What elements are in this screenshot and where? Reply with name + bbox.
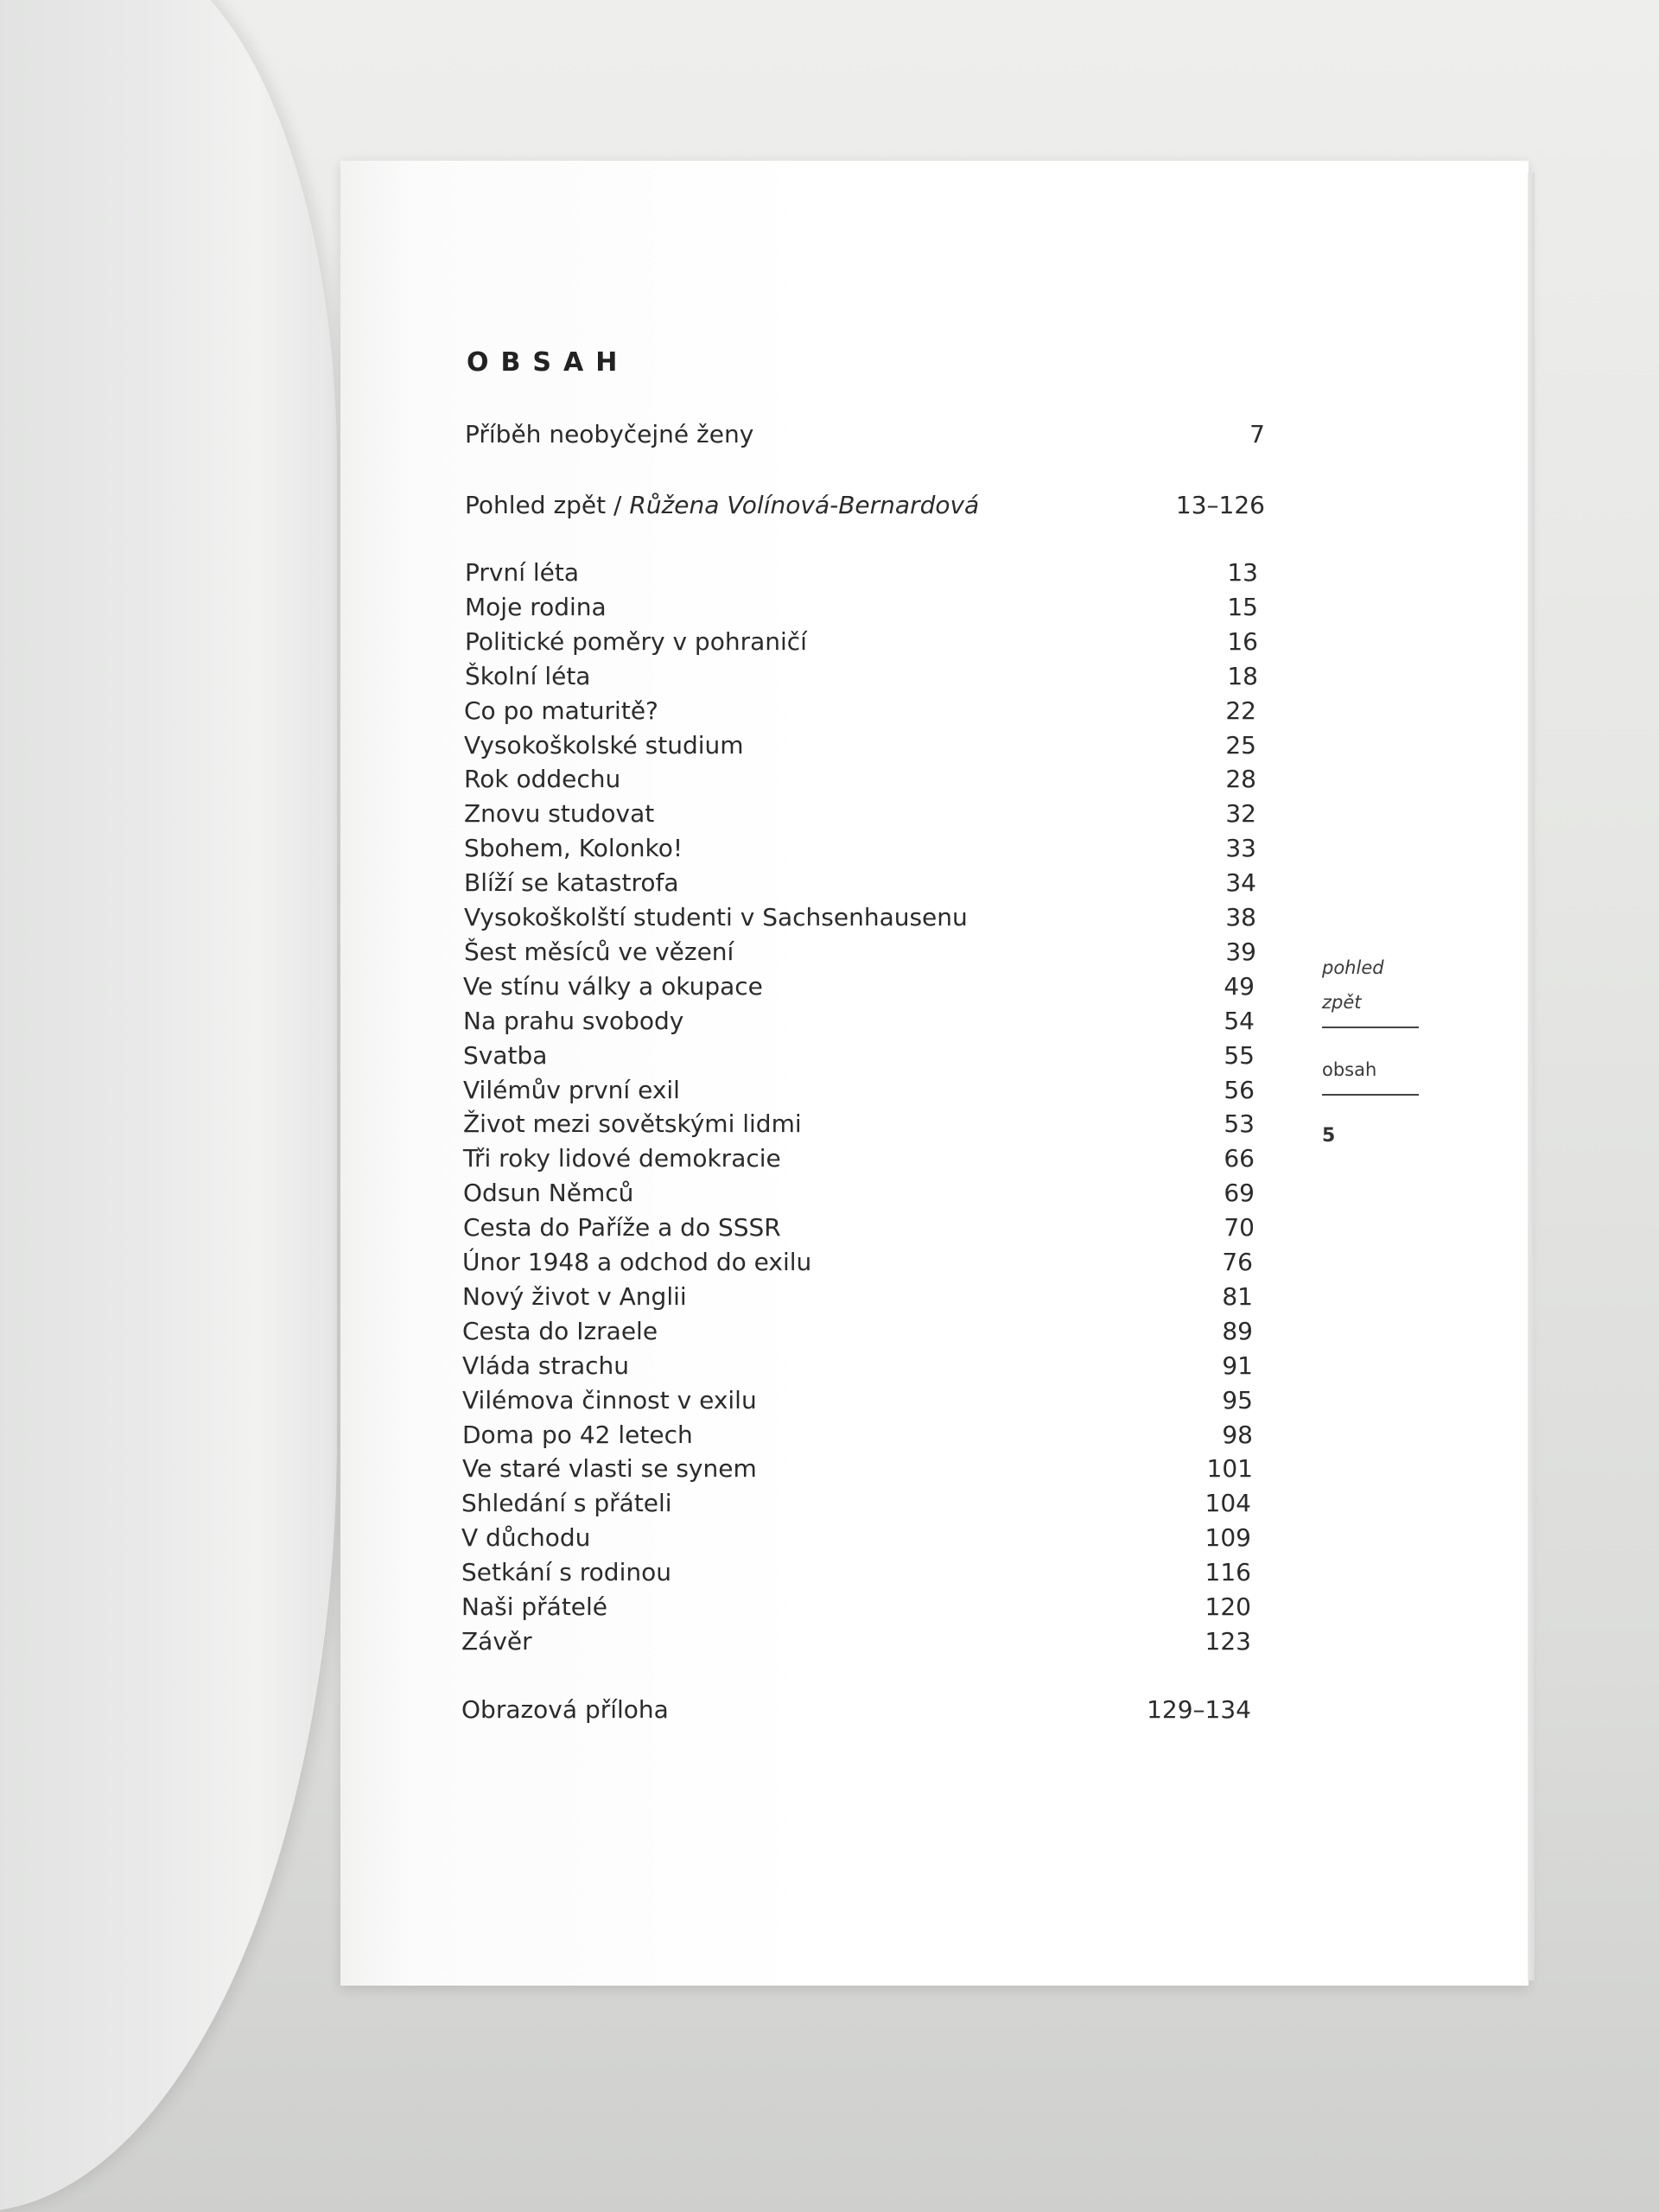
toc-chapter-page: 104	[1205, 1489, 1251, 1517]
running-head-section-1: pohled	[1322, 957, 1384, 978]
toc-chapter-entry	[461, 1627, 1251, 1656]
toc-chapter-entry	[464, 799, 1256, 828]
toc-chapter-title: Únor 1948 a odchod do exilu	[462, 1248, 812, 1276]
toc-heading: OBSAH	[467, 347, 630, 378]
toc-chapter-title: Moje rodina	[465, 593, 607, 621]
running-head-divider	[1322, 1027, 1419, 1028]
toc-chapter-entry	[462, 1421, 1253, 1449]
toc-chapter-title: Závěr	[461, 1627, 532, 1656]
toc-chapter-entry	[463, 1041, 1255, 1070]
toc-chapter-page: 22	[1225, 696, 1256, 725]
toc-entry-appendix	[461, 1695, 1251, 1724]
toc-chapter-page: 53	[1224, 1109, 1255, 1138]
toc-chapter-page: 120	[1205, 1592, 1251, 1621]
toc-chapter-title: Tři roky lidové demokracie	[463, 1144, 781, 1173]
toc-chapter-page: 109	[1205, 1523, 1251, 1552]
toc-chapter-title: Blíží se katastrofa	[464, 868, 679, 897]
toc-chapter-page: 69	[1224, 1179, 1255, 1207]
toc-entry-title: Příběh neobyčejné ženy	[465, 420, 754, 448]
toc-chapter-entry	[461, 1558, 1251, 1586]
toc-chapter-page: 76	[1222, 1248, 1253, 1276]
toc-chapter-title: Ve staré vlasti se synem	[462, 1454, 757, 1483]
toc-chapter-page: 81	[1222, 1282, 1253, 1311]
toc-chapter-entry	[464, 731, 1256, 760]
toc-entry-page: 7	[1249, 420, 1265, 448]
toc-chapter-page: 89	[1222, 1317, 1253, 1345]
toc-chapter-title: Co po maturitě?	[464, 696, 658, 725]
toc-chapter-entry	[463, 1144, 1255, 1173]
toc-chapter-title: Na prahu svobody	[463, 1007, 684, 1035]
toc-chapter-entry	[465, 593, 1258, 621]
toc-chapter-entry	[464, 938, 1256, 966]
toc-chapter-title: Znovu studovat	[464, 799, 655, 828]
toc-chapter-title: Shledání s přáteli	[461, 1489, 672, 1517]
toc-chapter-page: 95	[1222, 1386, 1253, 1414]
toc-entry-title	[465, 491, 979, 519]
toc-chapter-title: Vysokoškolské studium	[464, 731, 744, 760]
toc-chapter-entry	[461, 1592, 1251, 1621]
toc-entry-page: 129–134	[1147, 1695, 1251, 1724]
toc-chapter-entry	[461, 1489, 1251, 1517]
toc-chapter-title: Politické poměry v pohraničí	[465, 627, 807, 656]
toc-main-author: Růžena Volínová-Bernardová	[629, 491, 980, 519]
toc-chapter-entry	[464, 765, 1256, 793]
toc-chapter-page: 98	[1222, 1421, 1253, 1449]
toc-chapter-title: Cesta do Izraele	[462, 1317, 658, 1345]
toc-chapter-page: 66	[1224, 1144, 1255, 1173]
toc-chapter-entry	[462, 1454, 1253, 1483]
toc-chapter-entry	[463, 1007, 1255, 1035]
toc-chapter-entry	[462, 1248, 1253, 1276]
toc-chapter-page: 18	[1227, 662, 1258, 690]
toc-chapter-page: 101	[1206, 1454, 1253, 1483]
running-head-subsection: obsah	[1322, 1059, 1377, 1080]
toc-chapter-entry	[463, 1109, 1255, 1138]
toc-chapter-entry	[462, 1282, 1253, 1311]
toc-chapter-entry	[465, 662, 1258, 690]
toc-entry-title: Obrazová příloha	[461, 1695, 669, 1724]
toc-chapter-entry	[464, 834, 1256, 862]
toc-chapter-page: 55	[1224, 1041, 1255, 1070]
toc-chapter-title: Doma po 42 letech	[462, 1421, 693, 1449]
toc-chapter-title: V důchodu	[461, 1523, 591, 1552]
toc-chapter-entry	[463, 1076, 1255, 1104]
toc-chapter-entry	[462, 1351, 1253, 1380]
toc-chapter-title: Rok oddechu	[464, 765, 621, 793]
toc-chapter-title: Vláda strachu	[462, 1351, 630, 1380]
toc-entry-page: 13–126	[1175, 491, 1265, 519]
toc-chapter-page: 13	[1227, 558, 1258, 587]
toc-chapter-entry	[461, 1523, 1251, 1552]
toc-chapter-page: 33	[1225, 834, 1256, 862]
toc-chapter-page: 123	[1205, 1627, 1251, 1656]
toc-chapter-page: 38	[1225, 903, 1256, 931]
toc-chapter-title: Sbohem, Kolonko!	[464, 834, 683, 862]
toc-chapter-page: 56	[1224, 1076, 1255, 1104]
toc-chapter-page: 116	[1205, 1558, 1251, 1586]
toc-chapter-page: 15	[1227, 593, 1258, 621]
toc-chapter-page: 28	[1225, 765, 1256, 793]
toc-chapter-title: Cesta do Paříže a do SSSR	[463, 1213, 781, 1242]
toc-chapter-page: 34	[1225, 868, 1256, 897]
toc-chapter-title: Vilémův první exil	[463, 1076, 680, 1104]
toc-chapter-page: 70	[1224, 1213, 1255, 1242]
toc-chapter-page: 32	[1225, 799, 1256, 828]
toc-chapter-entry	[463, 1179, 1255, 1207]
toc-chapter-title: Nový život v Anglii	[462, 1282, 687, 1311]
toc-chapter-entry	[462, 1317, 1253, 1345]
running-head-divider	[1322, 1094, 1419, 1096]
toc-chapter-title: Vilémova činnost v exilu	[462, 1386, 757, 1414]
toc-chapter-title: První léta	[465, 558, 580, 587]
toc-chapter-page: 91	[1222, 1351, 1253, 1380]
toc-chapter-title: Odsun Němců	[463, 1179, 634, 1207]
toc-chapter-entry	[465, 558, 1258, 587]
toc-chapter-title: Vysokoškolští studenti v Sachsenhausenu	[464, 903, 968, 931]
running-head-section-2: zpět	[1322, 992, 1362, 1013]
toc-chapter-title: Svatba	[463, 1041, 548, 1070]
toc-main-title: Pohled zpět /	[465, 491, 622, 519]
toc-entry-main	[465, 491, 1265, 519]
page-edge	[1528, 173, 1535, 1980]
toc-chapter-entry	[464, 868, 1256, 897]
toc-chapter-title: Setkání s rodinou	[461, 1558, 671, 1586]
toc-chapter-title: Život mezi sovětskými lidmi	[463, 1109, 802, 1138]
toc-chapter-entry	[465, 627, 1258, 656]
toc-chapter-page: 49	[1224, 972, 1255, 1001]
toc-chapter-title: Naši přátelé	[461, 1592, 608, 1621]
toc-chapter-page: 54	[1224, 1007, 1255, 1035]
toc-chapter-title: Ve stínu války a okupace	[463, 972, 763, 1001]
toc-chapter-entry	[464, 903, 1256, 931]
toc-chapter-page: 25	[1225, 731, 1256, 760]
toc-chapter-page: 39	[1225, 938, 1256, 966]
toc-chapter-entry	[462, 1386, 1253, 1414]
folio: 5	[1322, 1125, 1336, 1147]
toc-chapter-page: 16	[1227, 627, 1258, 656]
toc-chapter-entry	[463, 1213, 1255, 1242]
toc-chapter-entry	[464, 696, 1256, 725]
toc-chapter-title: Školní léta	[465, 662, 591, 690]
toc-chapter-title: Šest měsíců ve vězení	[464, 938, 734, 966]
toc-entry-intro	[465, 420, 1265, 448]
toc-chapter-entry	[463, 972, 1255, 1001]
